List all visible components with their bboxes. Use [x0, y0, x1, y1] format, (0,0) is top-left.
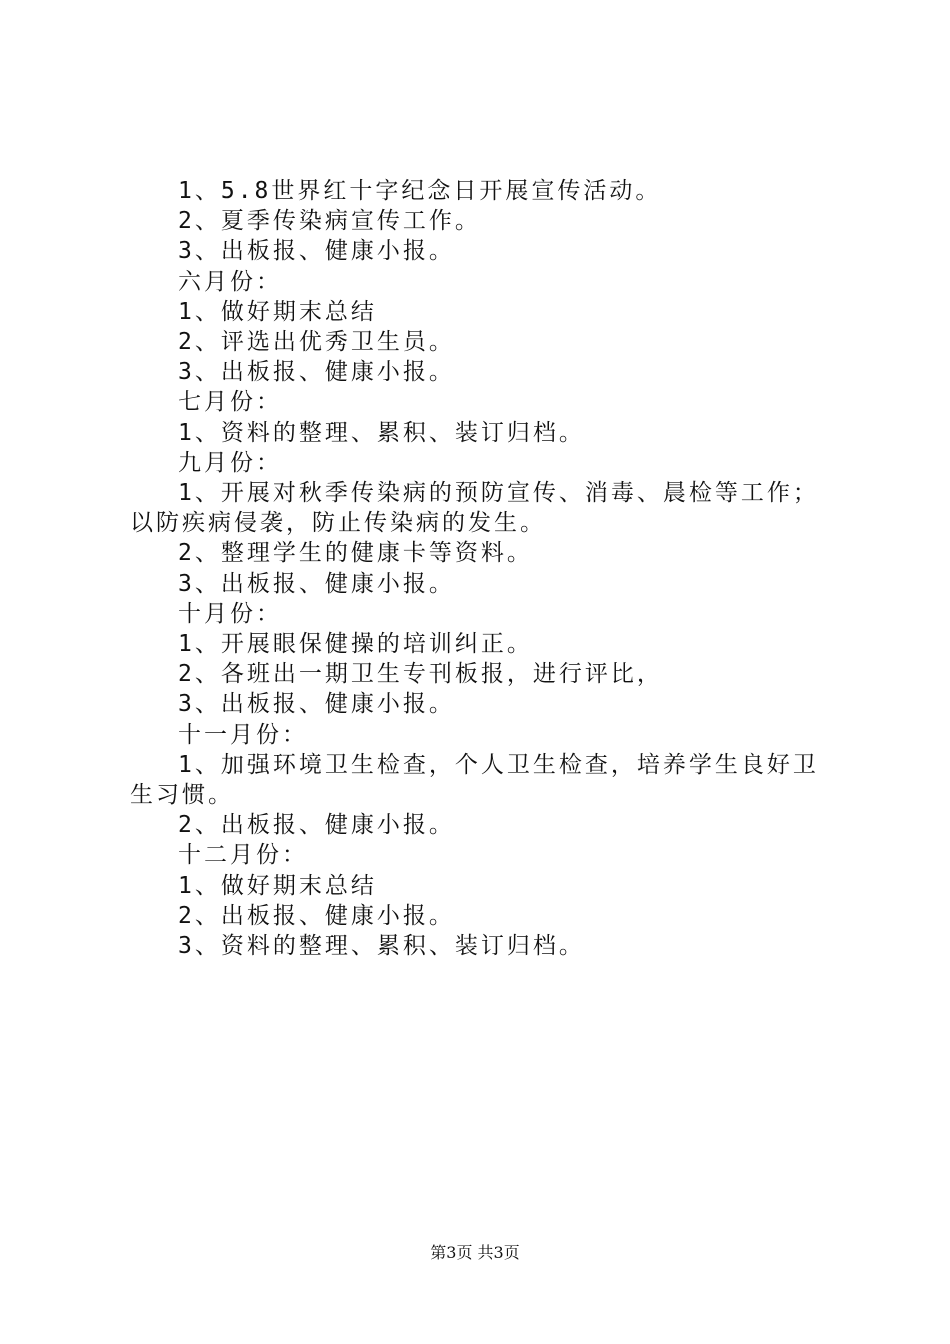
section-heading: 九月份： [178, 449, 282, 476]
document-body [130, 176, 835, 961]
paragraph: 3、资料的整理、累积、装订归档。 [178, 933, 585, 960]
paragraph: 3、出板报、健康小报。 [178, 691, 455, 718]
section-heading: 六月份： [178, 268, 282, 295]
paragraph: 3、出板报、健康小报。 [178, 238, 455, 265]
paragraph: 2、夏季传染病宣传工作。 [178, 208, 481, 235]
paragraph: 1、做好期末总结 [178, 298, 377, 325]
paragraph: 1、做好期末总结 [178, 872, 377, 899]
paragraph: 3、出板报、健康小报。 [178, 359, 455, 386]
paragraph: 3、出板报、健康小报。 [178, 570, 455, 597]
paragraph: 1、开展对秋季传染病的预防宣传、消毒、晨检等工作；以防疾病侵袭，防止传染病的发生。 [130, 480, 819, 537]
paragraph: 2、出板报、健康小报。 [178, 812, 455, 839]
paragraph: 2、评选出优秀卫生员。 [178, 329, 455, 356]
paragraph: 1、加强环境卫生检查，个人卫生检查，培养学生良好卫生习惯。 [130, 751, 819, 809]
paragraph: 2、出板报、健康小报。 [178, 902, 455, 929]
paragraph: 2、整理学生的健康卡等资料。 [178, 540, 533, 567]
page-number-footer: 第3页 共3页 [430, 1243, 520, 1262]
paragraph: 1、5.8世界红十字纪念日开展宣传活动。 [178, 178, 662, 204]
section-heading: 十月份： [178, 600, 282, 627]
section-heading: 七月份： [178, 389, 282, 416]
section-heading: 十二月份： [178, 842, 308, 869]
paragraph: 1、开展眼保健操的培训纠正。 [178, 631, 533, 658]
section-heading: 十一月份： [178, 721, 308, 748]
paragraph: 1、资料的整理、累积、装订归档。 [178, 419, 585, 446]
paragraph: 2、各班出一期卫生专刊板报，进行评比， [178, 661, 663, 688]
